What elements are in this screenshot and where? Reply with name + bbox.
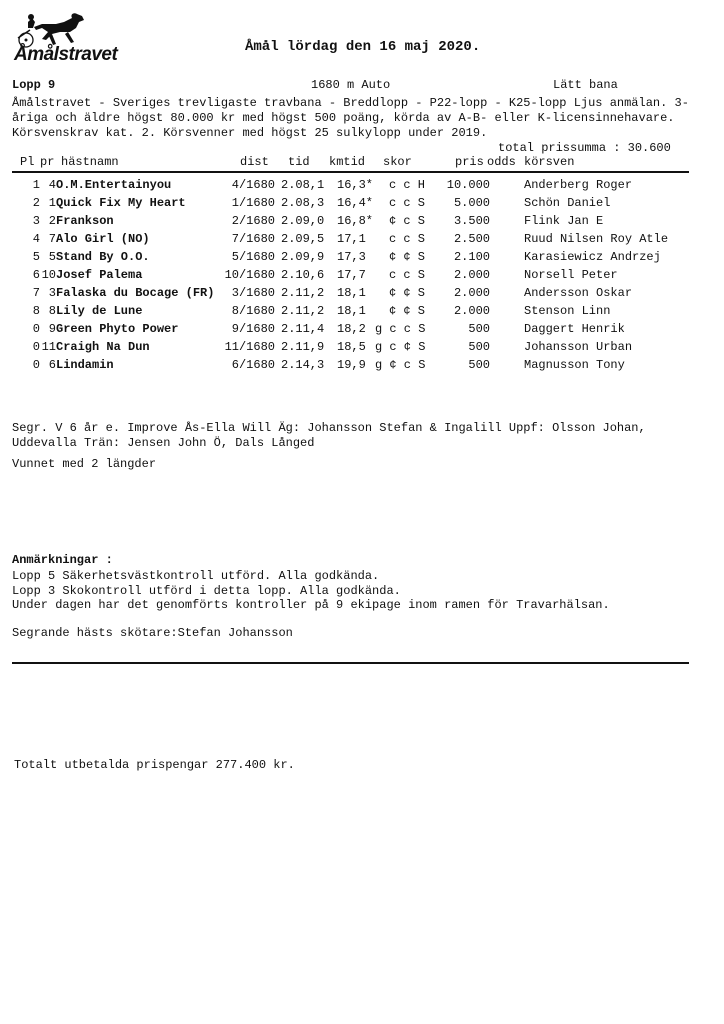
row-post: 7	[48, 232, 56, 246]
row-prize: 2.000	[453, 268, 490, 282]
row-shoes: g c ¢ S	[375, 340, 426, 354]
race-description: Åmålstravet - Sveriges trevligaste travbana - Breddlopp - P22-lopp - K25-lopp Ljus anmälan. 3-åriga och äldre högst 80.000 kr med högst 500 poäng, körda av A-B- eller K-licensinnehavare. Körsvenskrav kat. 2. Körsvenner med högst 25 sulkylopp under 2019.	[12, 96, 689, 140]
row-horse: Frankson	[56, 214, 114, 228]
col-horse: hästnamn	[61, 155, 119, 169]
row-horse: Josef Palema	[56, 268, 143, 282]
row-driver: Schön Daniel	[524, 196, 611, 210]
footer-divider	[12, 662, 689, 664]
row-shoes: c c S	[388, 268, 425, 282]
page-title: Åmål lördag den 16 maj 2020.	[245, 39, 481, 55]
row-distance: 2/1680	[231, 214, 275, 228]
row-time: 2.10,6	[281, 268, 325, 282]
row-placement: 0	[32, 358, 40, 372]
col-driver: körsven	[524, 155, 575, 169]
row-prize: 500	[468, 340, 490, 354]
row-shoes: ¢ ¢ S	[388, 286, 425, 300]
table-row	[0, 268, 724, 286]
row-placement: 4	[32, 232, 40, 246]
row-driver: Stenson Linn	[524, 304, 611, 318]
row-distance: 3/1680	[231, 286, 275, 300]
race-distance: 1680 m Auto	[311, 78, 391, 92]
row-placement: 7	[32, 286, 40, 300]
row-horse: Stand By O.O.	[56, 250, 150, 264]
row-kmtid: 18,2	[337, 322, 366, 336]
row-prize: 2.000	[453, 304, 490, 318]
row-placement: 3	[32, 214, 40, 228]
row-horse: Falaska du Bocage (FR)	[56, 286, 215, 300]
col-placement: Pl	[20, 155, 35, 169]
row-time: 2.08,3	[281, 196, 325, 210]
row-post: 11	[41, 340, 56, 354]
table-row	[0, 286, 724, 304]
row-driver: Johansson Urban	[524, 340, 633, 354]
track-condition: Lätt bana	[553, 78, 618, 92]
col-kmtid: kmtid	[329, 155, 366, 169]
row-post: 4	[48, 178, 56, 192]
remark-line: Lopp 3 Skokontroll utförd i detta lopp. Alla godkända.	[12, 584, 401, 598]
row-shoes: ¢ ¢ S	[388, 250, 425, 264]
row-driver: Flink Jan E	[524, 214, 604, 228]
table-row	[0, 304, 724, 322]
row-shoes: g c c S	[375, 322, 426, 336]
col-shoes: skor	[383, 155, 412, 169]
table-row	[0, 178, 724, 196]
groom-info: Segrande hästs skötare:Stefan Johansson	[12, 626, 293, 640]
remark-line: Under dagen har det genomförts kontroller på 9 ekipage inom ramen för Travarhälsan.	[12, 598, 610, 612]
row-kmtid: 17,7	[337, 268, 366, 282]
row-distance: 5/1680	[231, 250, 275, 264]
total-paid-prize: Totalt utbetalda prispengar 277.400 kr.	[14, 758, 295, 772]
row-driver: Magnusson Tony	[524, 358, 625, 372]
row-placement: 6	[32, 268, 40, 282]
row-kmtid: 18,1	[337, 286, 366, 300]
row-prize: 2.500	[453, 232, 490, 246]
row-distance: 4/1680	[231, 178, 275, 192]
row-placement: 0	[32, 322, 40, 336]
row-prize: 2.000	[453, 286, 490, 300]
row-shoes: c c H	[388, 178, 425, 192]
row-post: 3	[48, 286, 56, 300]
row-time: 2.11,4	[281, 322, 325, 336]
table-row	[0, 358, 724, 376]
col-time: tid	[288, 155, 310, 169]
row-driver: Anderberg Roger	[524, 178, 633, 192]
row-horse: O.M.Entertainyou	[56, 178, 172, 192]
row-placement: 2	[32, 196, 40, 210]
table-row	[0, 196, 724, 214]
row-post: 9	[48, 322, 56, 336]
row-shoes: c c S	[388, 196, 425, 210]
row-time: 2.11,9	[281, 340, 325, 354]
row-time: 2.09,0	[281, 214, 325, 228]
row-shoes: g ¢ c S	[375, 358, 426, 372]
row-driver: Daggert Henrik	[524, 322, 625, 336]
col-odds: odds	[487, 155, 516, 169]
logo-text: Åmålstravet	[14, 44, 118, 65]
row-time: 2.08,1	[281, 178, 325, 192]
row-distance: 11/1680	[224, 340, 275, 354]
row-time: 2.14,3	[281, 358, 325, 372]
amalstravet-logo	[12, 10, 124, 66]
row-shoes: ¢ c S	[388, 214, 425, 228]
row-distance: 8/1680	[231, 304, 275, 318]
row-post: 2	[48, 214, 56, 228]
row-placement: 1	[32, 178, 40, 192]
winning-margin: Vunnet med 2 längder	[12, 457, 157, 471]
row-horse: Alo Girl (NO)	[56, 232, 150, 246]
row-time: 2.11,2	[281, 286, 325, 300]
table-row	[0, 322, 724, 340]
table-row	[0, 214, 724, 232]
row-driver: Ruud Nilsen Roy Atle	[524, 232, 669, 246]
row-placement: 0	[32, 340, 40, 354]
col-distance: dist	[240, 155, 269, 169]
row-prize: 2.100	[453, 250, 490, 264]
row-driver: Karasiewicz Andrzej	[524, 250, 661, 264]
row-distance: 1/1680	[231, 196, 275, 210]
row-kmtid: 18,1	[337, 304, 366, 318]
row-post: 1	[48, 196, 56, 210]
row-distance: 9/1680	[231, 322, 275, 336]
remarks-title: Anmärkningar :	[12, 553, 113, 567]
winner-info: Segr. V 6 år e. Improve Ås-Ella Will Äg: Johansson Stefan & Ingalill Uppf: Olsson Johan, Uddevalla Trän: Jensen John Ö, Dals Långed	[12, 421, 646, 450]
row-prize: 500	[468, 358, 490, 372]
row-prize: 3.500	[453, 214, 490, 228]
row-post: 8	[48, 304, 56, 318]
race-number: Lopp 9	[12, 78, 56, 92]
row-time: 2.09,9	[281, 250, 325, 264]
row-kmtid: 19,9	[337, 358, 366, 372]
row-kmtid: 17,1	[337, 232, 366, 246]
row-post: 10	[41, 268, 56, 282]
col-prize: pris	[455, 155, 484, 169]
col-post: pr	[40, 155, 55, 169]
row-prize: 5.000	[453, 196, 490, 210]
row-placement: 8	[32, 304, 40, 318]
row-kmtid: 16,8*	[337, 214, 374, 228]
row-placement: 5	[32, 250, 40, 264]
row-horse: Lindamin	[56, 358, 114, 372]
row-shoes: ¢ ¢ S	[388, 304, 425, 318]
row-time: 2.11,2	[281, 304, 325, 318]
table-row	[0, 340, 724, 358]
row-prize: 500	[468, 322, 490, 336]
row-distance: 10/1680	[224, 268, 275, 282]
remark-line: Lopp 5 Säkerhetsvästkontroll utförd. Alla godkända.	[12, 569, 380, 583]
row-driver: Andersson Oskar	[524, 286, 633, 300]
row-kmtid: 17,3	[337, 250, 366, 264]
table-row	[0, 232, 724, 250]
row-distance: 7/1680	[231, 232, 275, 246]
row-kmtid: 16,3*	[337, 178, 374, 192]
table-row	[0, 250, 724, 268]
row-post: 6	[48, 358, 56, 372]
row-post: 5	[48, 250, 56, 264]
row-time: 2.09,5	[281, 232, 325, 246]
header-divider	[12, 171, 689, 173]
row-horse: Green Phyto Power	[56, 322, 179, 336]
total-prize: total prissumma : 30.600	[498, 141, 671, 155]
row-distance: 6/1680	[231, 358, 275, 372]
row-horse: Lily de Lune	[56, 304, 143, 318]
row-kmtid: 16,4*	[337, 196, 374, 210]
row-prize: 10.000	[446, 178, 490, 192]
row-driver: Norsell Peter	[524, 268, 618, 282]
row-horse: Quick Fix My Heart	[56, 196, 186, 210]
row-shoes: c c S	[388, 232, 425, 246]
row-kmtid: 18,5	[337, 340, 366, 354]
row-horse: Craigh Na Dun	[56, 340, 150, 354]
